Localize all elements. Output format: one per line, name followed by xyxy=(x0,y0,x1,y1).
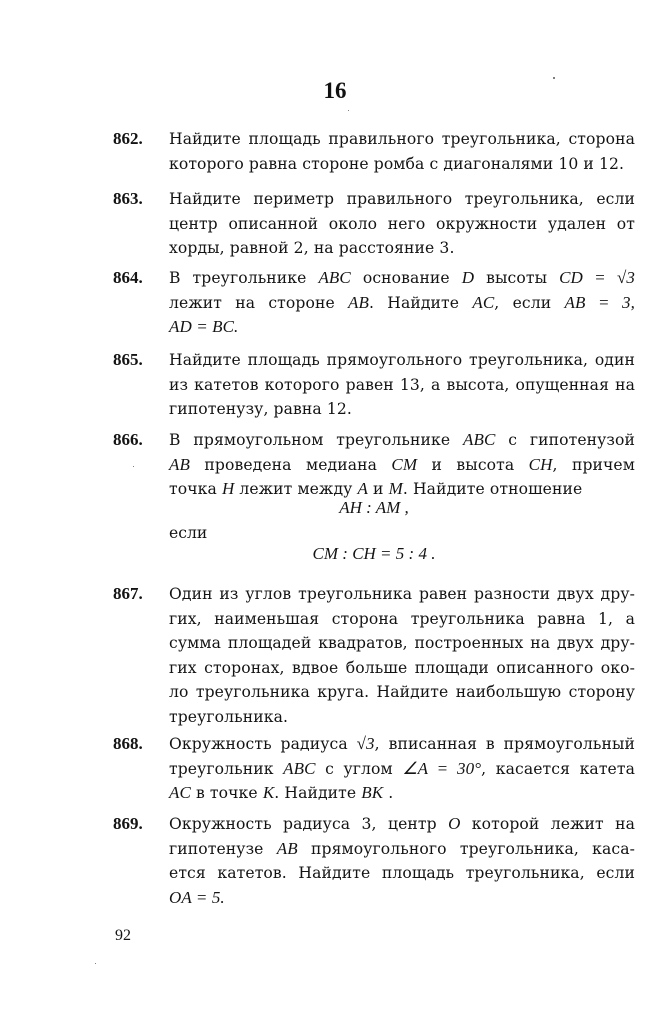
math-expression: O xyxy=(448,814,461,833)
problem-line: гипотенузу, равна 12. xyxy=(169,400,352,418)
text-fragment: с гипотенузой xyxy=(508,431,636,449)
problem-line xyxy=(169,428,635,453)
math-expression: D xyxy=(461,268,475,287)
math-expression: AB xyxy=(276,838,298,858)
math-expression: ABC xyxy=(318,268,351,287)
problem-869 xyxy=(113,812,635,910)
math-expression: √3 xyxy=(356,734,375,753)
problem-line: гих сторонах, вдвое больше площади описанного око- xyxy=(169,658,635,677)
problem-line: которого равна стороне ромба с диагоналями 10 и 12. xyxy=(169,154,625,173)
problem-line xyxy=(169,837,635,862)
formula-cm-ch: CM : CH = 5 : 4 . xyxy=(312,544,436,563)
problem-line: ло треугольника круга. Найдите наибольшую сторону xyxy=(169,683,635,701)
problem-line: Найдите периметр правильного треугольника, если xyxy=(169,190,635,208)
page-number: 92 xyxy=(115,927,131,944)
problem-text xyxy=(169,812,635,910)
text-fragment: гипотенузе xyxy=(169,839,264,858)
scan-speck xyxy=(95,963,96,964)
math-expression: AB xyxy=(348,292,369,312)
math-expression: ABC xyxy=(462,430,496,449)
problem-line xyxy=(169,315,635,340)
text-fragment: треугольник xyxy=(169,759,274,778)
problem-867 xyxy=(113,582,635,729)
math-expression: CM xyxy=(391,454,418,474)
problem-line xyxy=(169,757,635,782)
condition-word: если xyxy=(169,524,208,542)
text-fragment: лежит между xyxy=(239,480,353,498)
problem-line xyxy=(169,781,635,806)
text-fragment: основание xyxy=(362,269,450,287)
math-expression: OA = 5. xyxy=(169,887,225,907)
problem-number: 867. xyxy=(113,584,143,603)
problem-line: Один из углов треугольника равен разности двух дру- xyxy=(169,585,635,603)
section-title: 16 xyxy=(323,78,347,103)
scan-speck xyxy=(348,110,349,111)
text-fragment: и xyxy=(373,480,384,498)
problem-862 xyxy=(113,127,635,176)
text-fragment: , вписанная в прямоугольный xyxy=(374,735,636,753)
problem-line xyxy=(169,266,635,291)
problem-line: ется катетов. Найдите площадь треугольника, если xyxy=(169,864,635,882)
text-fragment: . Найдите xyxy=(368,293,460,312)
problem-text xyxy=(169,187,635,261)
math-expression: A xyxy=(357,479,368,498)
problem-number: 866. xyxy=(113,430,143,449)
problem-text xyxy=(169,428,635,502)
problem-line: хорды, равной 2, на расстояние 3. xyxy=(169,239,455,257)
problem-line xyxy=(169,291,635,316)
text-fragment: , если xyxy=(494,293,552,312)
problem-number: 865. xyxy=(113,350,143,369)
problem-line: сумма площадей квадратов, построенных на двух дру- xyxy=(169,634,635,652)
text-fragment: с углом xyxy=(325,759,393,778)
text-fragment: точка xyxy=(169,480,217,498)
problem-line: Найдите площадь прямоугольного треугольника, один xyxy=(169,351,635,369)
problem-863 xyxy=(113,187,635,261)
problem-865 xyxy=(113,348,635,422)
math-expression: ABC xyxy=(283,758,316,778)
problem-number: 864. xyxy=(113,268,143,287)
math-expression: M xyxy=(388,479,403,498)
math-expression: BK xyxy=(361,783,384,802)
text-fragment: , причем xyxy=(552,455,635,474)
scan-speck xyxy=(133,466,134,467)
problem-866 xyxy=(113,428,635,578)
problem-line xyxy=(169,812,635,837)
problem-text xyxy=(169,127,635,176)
problem-text xyxy=(169,582,635,729)
math-expression: AD = BC. xyxy=(169,317,239,336)
text-fragment: высоты xyxy=(486,269,548,287)
text-fragment: Окружность радиуса 3, центр xyxy=(169,815,437,833)
text-fragment: прямоугольного треугольника, каса- xyxy=(311,839,636,858)
math-expression: AC xyxy=(472,292,495,312)
problem-868 xyxy=(113,732,635,806)
problem-line: треугольника. xyxy=(169,707,289,726)
problem-number: 868. xyxy=(113,734,143,753)
text-fragment: Окружность радиуса xyxy=(169,735,348,753)
text-fragment: , касается катета xyxy=(481,759,636,778)
math-expression: ∠A = 30° xyxy=(402,758,482,778)
text-fragment: в точке xyxy=(196,784,258,802)
math-expression: K xyxy=(262,783,275,802)
problem-number: 863. xyxy=(113,189,143,208)
math-expression: H xyxy=(221,479,235,498)
problem-number: 869. xyxy=(113,814,143,833)
problem-line: центр описанной около него окружности удален от xyxy=(169,214,635,233)
problem-864 xyxy=(113,266,635,340)
problem-number: 862. xyxy=(113,129,143,148)
problem-line: гих, наименьшая сторона треугольника равна 1, а xyxy=(169,609,635,628)
problem-line xyxy=(169,732,635,757)
formula-ah-am: AH : AM , xyxy=(339,498,409,517)
text-fragment: . xyxy=(388,784,394,802)
problem-line: из катетов которого равен 13, а высота, опущенная на xyxy=(169,375,635,394)
text-fragment: лежит на стороне xyxy=(169,293,335,312)
problem-line: Найдите площадь правильного треугольника, сторона xyxy=(169,130,635,148)
text-fragment: . Найдите отношение xyxy=(402,480,583,498)
text-fragment: В треугольнике xyxy=(169,269,307,287)
problem-text xyxy=(169,732,635,806)
text-fragment: которой лежит на xyxy=(471,815,635,833)
math-expression: AB = 3, xyxy=(564,292,635,312)
math-expression: CD = √3 xyxy=(559,268,636,287)
problem-line xyxy=(169,886,635,911)
math-expression: CH xyxy=(528,454,553,474)
text-fragment: проведена медиана xyxy=(204,455,378,474)
math-expression: AB xyxy=(169,454,190,474)
text-fragment: В прямоугольном треугольнике xyxy=(169,431,451,449)
math-expression: AC xyxy=(169,783,191,802)
problem-text xyxy=(169,266,635,340)
scan-speck xyxy=(553,77,555,79)
problem-text xyxy=(169,348,635,422)
text-fragment: и высота xyxy=(431,455,515,474)
text-fragment: . Найдите xyxy=(274,784,357,802)
problem-line xyxy=(169,453,635,478)
